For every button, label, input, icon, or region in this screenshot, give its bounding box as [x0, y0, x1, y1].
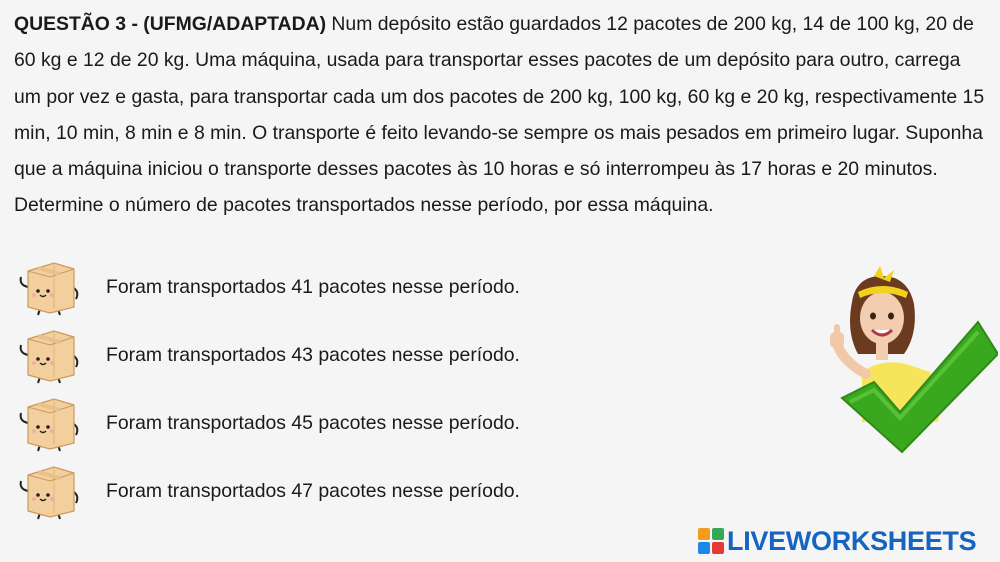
answer-option-1[interactable] — [14, 257, 714, 317]
teacher-thumbs-up-icon — [822, 262, 998, 458]
box-character-icon — [14, 257, 84, 317]
answer-option-3[interactable] — [14, 393, 714, 453]
box-character-icon — [14, 325, 84, 385]
liveworksheets-logo-icon — [698, 528, 724, 554]
answer-option-2[interactable] — [14, 325, 714, 385]
answer-option-label: Foram transportados 47 pacotes nesse período. — [106, 479, 520, 502]
box-character-icon — [14, 393, 84, 453]
question-text — [14, 6, 989, 224]
answer-option-label: Foram transportados 41 pacotes nesse período. — [106, 275, 520, 298]
answer-option-4[interactable] — [14, 461, 714, 521]
answer-option-label: Foram transportados 43 pacotes nesse período. — [106, 343, 520, 366]
question-body: Num depósito estão guardados 12 pacotes de 200 kg, 14 de 100 kg, 20 de 60 kg e 12 de 20 kg. Uma máquina, usada para transportar esses pacotes de um depósito para outro, carrega um por vez e gasta, para transportar cada um dos pacotes de 200 kg, 100 kg, 60 kg e 20 kg, respectivamente 15 min, 10 min, 8 min e 8 min. O transporte é feito levando-se sempre os mais pesados em primeiro lugar. Suponha que a máquina iniciou o transporte desses pacotes às 10 horas e só interrompeu às 17 horas e 20 minutos. Determine o número de pacotes transportados nesse período, por essa máquina. — [14, 13, 985, 217]
question-label: QUESTÃO 3 - (UFMG/ADAPTADA) — [14, 13, 327, 35]
brand-logo — [698, 526, 976, 556]
answer-option-label: Foram transportados 45 pacotes nesse período. — [106, 411, 520, 434]
box-character-icon — [14, 461, 84, 521]
brand-name: LIVEWORKSHEETS — [727, 525, 977, 556]
